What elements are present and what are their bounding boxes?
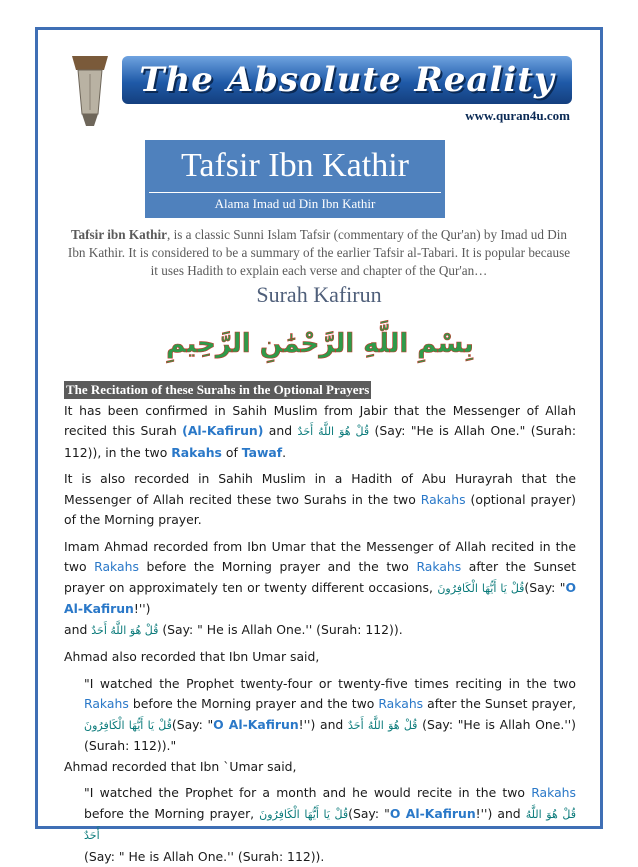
p1-rakahs: Rakahs — [171, 444, 222, 460]
quote-1 — [84, 674, 576, 757]
p1-arabic-ikhlas: قُلْ هُوَ اللَّهُ أَحَدٌ — [297, 425, 370, 438]
page-frame — [35, 27, 603, 864]
quote-2 — [84, 783, 576, 867]
p3-text-j: (Say: " He is Allah One.'' (Surah: 112)). — [158, 621, 403, 637]
p3-text-h: !'') — [133, 601, 151, 616]
q1-arabic-ikhlas: قُلْ هُوَ اللَّهُ أَحَدٌ — [348, 718, 418, 732]
paragraph-3 — [64, 537, 576, 642]
title-box — [145, 140, 445, 218]
p3-text-i: and — [64, 621, 92, 637]
q1-text-e: after the Sunset prayer, — [423, 696, 577, 711]
basmala-text: بِسْمِ اللَّهِ الرَّحْمَٰنِ الرَّحِيمِ — [166, 329, 474, 359]
section-heading: The Recitation of these Surahs in the Optional Prayers — [66, 382, 370, 397]
surah-title: Surah Kafirun — [256, 282, 382, 307]
q2-text-c: before the Morning prayer, — [84, 805, 260, 821]
p3-text-a: Imam Ahmad recorded from Ibn Umar that the Messenger of Allah recited in the two — [64, 538, 576, 574]
q1-rakahs-1: Rakahs — [84, 696, 129, 711]
p3-rakahs-1: Rakahs — [94, 559, 139, 574]
scroll-logo-icon — [64, 48, 116, 130]
paragraph-2 — [64, 469, 576, 531]
p2-text-c: (optional prayer) of the Morning prayer. — [64, 491, 576, 527]
q1-text-i: (Say: "He is Allah One.'') (Surah: 112))." — [84, 716, 576, 753]
p3-arabic-ikhlas: قُلْ هُوَ اللَّهُ أَحَدٌ — [91, 623, 159, 637]
q1-text-f: (Say: " — [171, 716, 214, 732]
p1-text-d: (Say: "He is Allah One." (Surah: 112)), in the two — [64, 423, 576, 460]
p1-surah-name: (Al-Kafirun) — [182, 423, 264, 438]
intro-text: , is a classic Sunni Islam Tafsir (commentary of the Qur'an) by Imad ud Din Ibn Kathir. It is considered to be a summary of the earlier Tafsir al-Tabari. It is popular because it uses Hadith to explain each verse and chapter of the Qur'an… — [67, 227, 571, 278]
paragraph-4: Ahmad also recorded that Ibn Umar said, — [64, 649, 320, 664]
p3-rakahs-2: Rakahs — [416, 559, 462, 574]
p3-text-f: (Say: " — [524, 579, 566, 595]
paragraph-1 — [64, 401, 576, 464]
q1-text-c: before the Morning prayer and the two — [128, 696, 379, 711]
p2-rakahs: Rakahs — [420, 491, 466, 507]
q2-arabic-ikhlas: قُلْ هُوَ اللَّهُ أَحَدٌ — [84, 807, 576, 842]
q1-text-h: !'') and — [298, 716, 348, 732]
p1-text-c: and — [263, 423, 298, 438]
page-author: Alama Imad ud Din Ibn Kathir — [149, 192, 441, 215]
q2-rakahs: Rakahs — [531, 785, 576, 800]
q2-text-a: "I watched the Prophet for a month and he would recite in the two — [84, 785, 532, 800]
q1-arabic-kafirun: قُلْ يَا أَيُّهَا الْكَافِرُونَ — [84, 718, 172, 732]
p1-text-h: . — [282, 444, 287, 460]
q1-rakahs-2: Rakahs — [378, 696, 424, 711]
intro-paragraph — [64, 226, 574, 280]
q1-o-al-kafirun: O Al-Kafirun — [213, 716, 299, 732]
q2-text-g: (Say: " He is Allah One.'' (Surah: 112)). — [84, 848, 325, 864]
paragraph-5: Ahmad recorded that Ibn `Umar said, — [64, 758, 297, 774]
main-content — [64, 380, 576, 867]
q2-arabic-kafirun: قُلْ يَا أَيُّهَا الْكَافِرُونَ — [259, 807, 349, 821]
q2-text-d: (Say: " — [348, 805, 390, 821]
p1-text-a: It has been confirmed in Sahih Muslim from Jabir that the Messenger of Allah recited this Surah — [64, 402, 576, 438]
p1-tawaf: Tawaf — [241, 444, 283, 460]
p3-o-al-kafirun: O Al-Kafirun — [64, 579, 576, 616]
q2-o-al-kafirun: O Al-Kafirun — [389, 805, 476, 821]
page-title: Tafsir Ibn Kathir — [181, 147, 409, 184]
intro-bold: Tafsir ibn Kathir — [70, 227, 167, 242]
p2-text-a: It is also recorded in Sahih Muslim in a Hadith of Abu Hurayrah that the Messenger of Allah recited these two Surahs in the two — [64, 471, 576, 507]
p3-arabic-kafirun: قُلْ يَا أَيُّهَا الْكَافِرُونَ — [437, 581, 525, 595]
site-banner — [64, 46, 574, 134]
p3-text-c: before the Morning prayer and the two — [138, 559, 417, 574]
q2-text-f: !'') and — [475, 805, 526, 821]
p3-text-e: after the Sunset prayer on approximately ten or twenty different occasions, — [64, 559, 577, 595]
q1-text-a: "I watched the Prophet twenty-four or twenty-five times reciting in the two — [84, 675, 576, 691]
banner-url[interactable]: www.quran4u.com — [465, 108, 570, 123]
p1-text-f: of — [221, 444, 242, 460]
basmala-calligraphy-icon — [166, 320, 474, 364]
banner-logo-text: The Absolute Reality — [122, 56, 572, 104]
